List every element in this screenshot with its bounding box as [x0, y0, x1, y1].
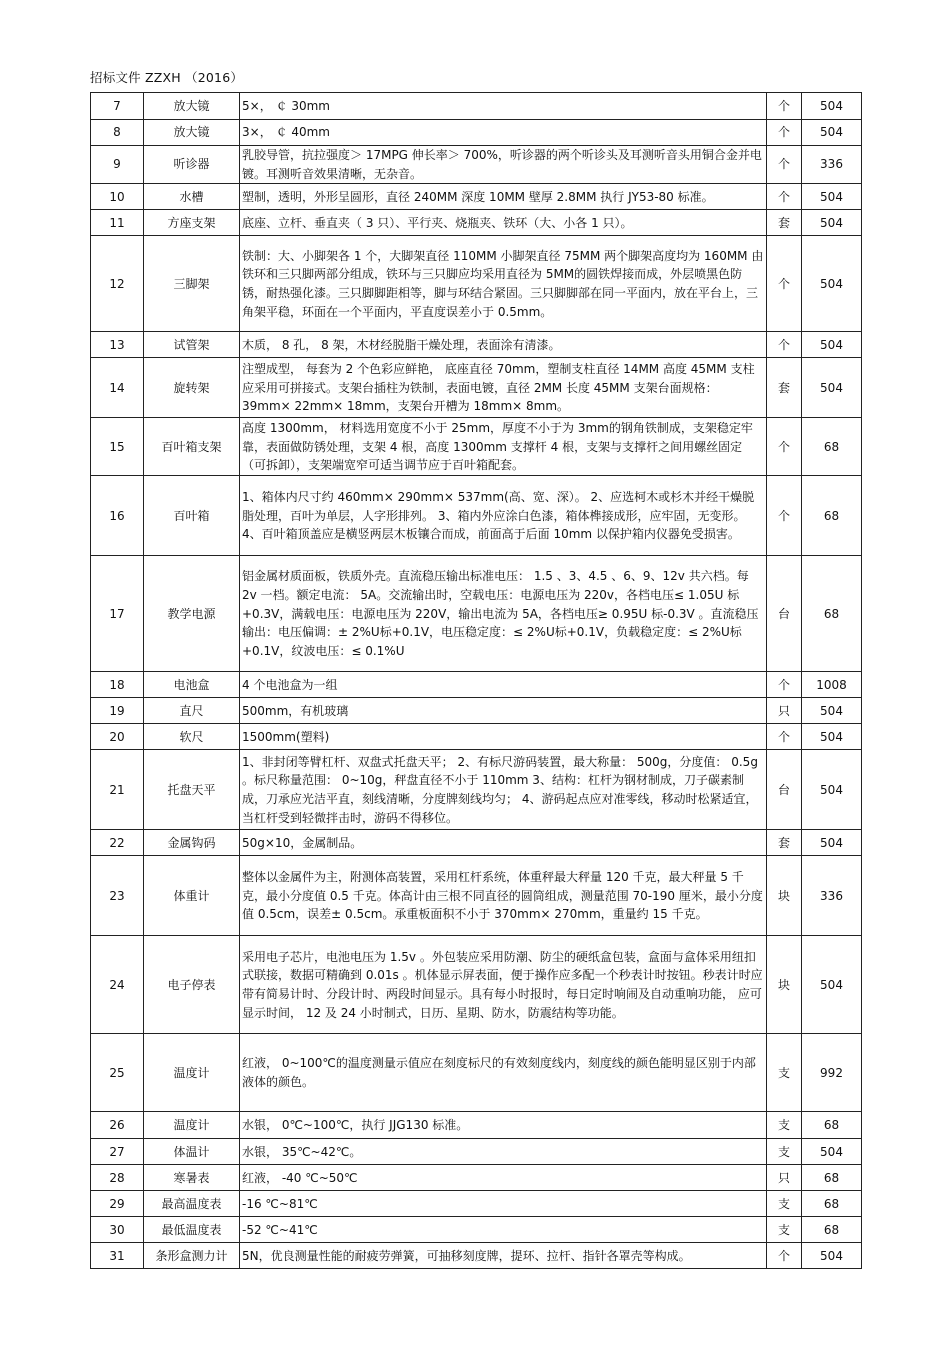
item-spec: 采用电子芯片，电池电压为 1.5v 。外包装应采用防潮、防尘的硬纸盒包装，盒面与盒体采用纽扣式联接，数据可精确到 0.01s 。机体显示屏表面，便于操作应多配一个秒表计时按钮。秒表计时应带有简易计时、分段计时、两段时间显示。具有每小时报时，每日定时响闹及自动重响功能， 应可显示时间， 12 及 24 小时制式，日历、星期、防水，防震结构等功能。 [240, 936, 767, 1034]
item-unit: 个 [767, 672, 802, 698]
table-row [91, 856, 862, 936]
item-number: 23 [91, 856, 144, 936]
item-spec: 红液， -40 ℃~50℃ [240, 1165, 767, 1191]
item-quantity: 504 [802, 120, 862, 146]
item-quantity: 504 [802, 936, 862, 1034]
item-quantity: 1008 [802, 672, 862, 698]
item-spec: 木质， 8 孔， 8 架，木材经脱脂干燥处理，表面涂有清漆。 [240, 332, 767, 358]
item-number: 8 [91, 120, 144, 146]
item-unit: 只 [767, 1165, 802, 1191]
item-number: 11 [91, 210, 144, 236]
item-number: 15 [91, 418, 144, 476]
item-spec: 塑制，透明，外形呈圆形，直径 240MM 深度 10MM 壁厚 2.8MM 执行 JY53-80 标准。 [240, 184, 767, 210]
item-number: 31 [91, 1243, 144, 1269]
table-row [91, 120, 862, 146]
table-row [91, 1139, 862, 1165]
table-row [91, 672, 862, 698]
item-name: 直尺 [144, 698, 240, 724]
item-name: 温度计 [144, 1112, 240, 1139]
item-quantity: 504 [802, 236, 862, 332]
item-quantity: 68 [802, 1112, 862, 1139]
item-quantity: 68 [802, 418, 862, 476]
item-spec: 1、非封闭等臂杠杆、双盘式托盘天平； 2、有标尺游码装置，最大称量： 500g，分度值： 0.5g 。标尺称量范围： 0~10g，秤盘直径不小于 110mm 3、结构：杠杆为钢材制成，刀子碳素制成，刀承应光洁平直，刻线清晰，分度牌刻线均匀； 4、游码起点应对准零线，移动时松紧适宜，当杠杆受到轻微拌击时，游码不得移位。 [240, 750, 767, 830]
item-name: 寒暑表 [144, 1165, 240, 1191]
item-spec: 5N，优良测量性能的耐疲劳弹簧，可抽移刻度牌，提环、拉杆、指针各罩壳等构成。 [240, 1243, 767, 1269]
item-unit: 个 [767, 724, 802, 750]
equipment-spec-table [90, 92, 862, 1269]
table-row [91, 1165, 862, 1191]
item-name: 最高温度表 [144, 1191, 240, 1217]
item-unit: 个 [767, 1243, 802, 1269]
item-unit: 台 [767, 750, 802, 830]
item-quantity: 504 [802, 184, 862, 210]
item-name: 电池盒 [144, 672, 240, 698]
item-number: 26 [91, 1112, 144, 1139]
table-row [91, 184, 862, 210]
table-row [91, 146, 862, 184]
item-number: 9 [91, 146, 144, 184]
item-quantity: 504 [802, 724, 862, 750]
table-row [91, 93, 862, 120]
table-row [91, 698, 862, 724]
item-name: 体温计 [144, 1139, 240, 1165]
table-row [91, 1034, 862, 1112]
item-quantity: 504 [802, 358, 862, 418]
item-number: 29 [91, 1191, 144, 1217]
item-unit: 套 [767, 358, 802, 418]
item-name: 体重计 [144, 856, 240, 936]
table-row [91, 724, 862, 750]
item-name: 听诊器 [144, 146, 240, 184]
table-row [91, 418, 862, 476]
item-quantity: 504 [802, 1139, 862, 1165]
item-quantity: 68 [802, 1191, 862, 1217]
table-row [91, 476, 862, 556]
item-quantity: 68 [802, 1217, 862, 1243]
item-unit: 个 [767, 236, 802, 332]
item-name: 温度计 [144, 1034, 240, 1112]
item-spec: 底座、立杆、垂直夹（ 3 只）、平行夹、烧瓶夹、铁环（大、小各 1 只）。 [240, 210, 767, 236]
item-spec: 1500mm(塑料) [240, 724, 767, 750]
item-unit: 块 [767, 936, 802, 1034]
item-name: 水槽 [144, 184, 240, 210]
item-number: 18 [91, 672, 144, 698]
item-unit: 支 [767, 1191, 802, 1217]
item-name: 放大镜 [144, 120, 240, 146]
item-quantity: 336 [802, 856, 862, 936]
item-number: 16 [91, 476, 144, 556]
table-row [91, 1191, 862, 1217]
item-name: 放大镜 [144, 93, 240, 120]
item-number: 7 [91, 93, 144, 120]
item-name: 三脚架 [144, 236, 240, 332]
table-row [91, 358, 862, 418]
item-spec: 50g×10，金属制品。 [240, 830, 767, 856]
item-unit: 个 [767, 93, 802, 120]
table-row [91, 1243, 862, 1269]
table-row [91, 210, 862, 236]
table-row [91, 236, 862, 332]
item-name: 托盘天平 [144, 750, 240, 830]
item-number: 24 [91, 936, 144, 1034]
item-spec: -16 ℃~81℃ [240, 1191, 767, 1217]
item-unit: 个 [767, 120, 802, 146]
table-row [91, 750, 862, 830]
item-unit: 支 [767, 1034, 802, 1112]
item-quantity: 504 [802, 1243, 862, 1269]
item-name: 金属钩码 [144, 830, 240, 856]
item-unit: 支 [767, 1217, 802, 1243]
item-number: 14 [91, 358, 144, 418]
item-name: 方座支架 [144, 210, 240, 236]
item-unit: 个 [767, 476, 802, 556]
item-number: 27 [91, 1139, 144, 1165]
item-number: 12 [91, 236, 144, 332]
item-quantity: 336 [802, 146, 862, 184]
item-quantity: 504 [802, 750, 862, 830]
item-number: 17 [91, 556, 144, 672]
item-spec: 高度 1300mm， 材料选用宽度不小于 25mm，厚度不小于为 3mm的钢角铁制成，支架稳定牢靠，表面做防锈处理，支架 4 根，高度 1300mm 支撑杆 4 根，支架与支撑杆之间用螺丝固定（可拆卸），支架端宽窄可适当调节应于百叶箱配套。 [240, 418, 767, 476]
item-quantity: 504 [802, 93, 862, 120]
item-quantity: 992 [802, 1034, 862, 1112]
item-unit: 只 [767, 698, 802, 724]
item-number: 25 [91, 1034, 144, 1112]
item-unit: 套 [767, 830, 802, 856]
item-quantity: 68 [802, 1165, 862, 1191]
item-name: 最低温度表 [144, 1217, 240, 1243]
item-quantity: 504 [802, 332, 862, 358]
item-name: 百叶箱支架 [144, 418, 240, 476]
item-number: 20 [91, 724, 144, 750]
item-spec: 4 个电池盒为一组 [240, 672, 767, 698]
item-quantity: 504 [802, 698, 862, 724]
item-spec: 水银， 0℃~100℃，执行 JJG130 标准。 [240, 1112, 767, 1139]
item-name: 电子停表 [144, 936, 240, 1034]
item-name: 教学电源 [144, 556, 240, 672]
item-name: 试管架 [144, 332, 240, 358]
item-quantity: 504 [802, 210, 862, 236]
item-number: 19 [91, 698, 144, 724]
item-quantity: 504 [802, 830, 862, 856]
item-spec: 整体以金属件为主，附测体高装置，采用杠杆系统，体重秤最大秤量 120 千克，最大秤量 5 千克，最小分度值 0.5 千克。体高计由三根不同直径的圆筒组成，测量范围 70-190 厘米，最小分度值 0.5cm，误差± 0.5cm。承重板面积不小于 370mm× 270mm，重量约 15 千克。 [240, 856, 767, 936]
item-unit: 支 [767, 1139, 802, 1165]
item-spec: 500mm，有机玻璃 [240, 698, 767, 724]
table-row [91, 1217, 862, 1243]
item-number: 13 [91, 332, 144, 358]
table-row [91, 936, 862, 1034]
item-name: 软尺 [144, 724, 240, 750]
table-row [91, 556, 862, 672]
item-number: 28 [91, 1165, 144, 1191]
item-spec: 1、箱体内尺寸约 460mm× 290mm× 537mm(高、宽、深）。 2、应选柯木或杉木并经干燥脱脂处理，百叶为单层，人字形排列。 3、箱内外应涂白色漆，箱体榫接成形，应牢固，无变形。 4、百叶箱顶盖应是横竖两层木板镶合而成，前面高于后面 10mm 以保护箱内仪器免受损害。 [240, 476, 767, 556]
item-number: 22 [91, 830, 144, 856]
item-unit: 个 [767, 332, 802, 358]
item-spec: 乳胶导管，抗拉强度＞ 17MPG 伸长率＞ 700%，听诊器的两个听诊头及耳测听音头用铜合金并电镀。耳测听音效果清晰，无杂音。 [240, 146, 767, 184]
item-unit: 套 [767, 210, 802, 236]
table-row [91, 332, 862, 358]
item-spec: 注塑成型， 每套为 2 个色彩应鲜艳， 底座直径 70mm，塑制支柱直径 14MM 高度 45MM 支柱应采用可拼接式。支架台插柱为铁制，表面电镀，直径 2MM 长度 45MM 支架台面规格： 39mm× 22mm× 18mm，支架台开槽为 18mm× 8mm。 [240, 358, 767, 418]
item-unit: 支 [767, 1112, 802, 1139]
item-quantity: 68 [802, 556, 862, 672]
item-name: 旋转架 [144, 358, 240, 418]
table-row [91, 830, 862, 856]
item-spec: 5×， ￠ 30mm [240, 93, 767, 120]
item-spec: 水银， 35℃~42℃。 [240, 1139, 767, 1165]
item-unit: 个 [767, 418, 802, 476]
document-header: 招标文件 ZZXH （2016） [90, 70, 244, 85]
table-row [91, 1112, 862, 1139]
item-name: 条形盒测力计 [144, 1243, 240, 1269]
item-spec: 3×， ￠ 40mm [240, 120, 767, 146]
item-quantity: 68 [802, 476, 862, 556]
item-number: 10 [91, 184, 144, 210]
item-unit: 块 [767, 856, 802, 936]
item-spec: 铁制：大、小脚架各 1 个，大脚架直径 110MM 小脚架直径 75MM 两个脚架高度均为 160MM 由铁环和三只脚两部分组成，铁环与三只脚应均采用直径为 5MM的圆铁焊接而成，外层喷黑色防锈，耐热强化漆。三只脚脚距相等，脚与环结合紧固。三只脚脚部在同一平面内，放在平台上，三角架平稳，环面在一个平面内，平直度误差小于 0.5mm。 [240, 236, 767, 332]
item-number: 30 [91, 1217, 144, 1243]
item-unit: 个 [767, 184, 802, 210]
item-name: 百叶箱 [144, 476, 240, 556]
item-unit: 台 [767, 556, 802, 672]
item-spec: 铝金属材质面板，铁质外壳。直流稳压输出标准电压： 1.5 、3、4.5 、6、9、12v 共六档。每 2v 一档。额定电流： 5A。交流输出时，空载电压：电源电压为 220v，各档电压≤ 1.05U 标+0.3V，满载电压：电源电压为 220V，输出电流为 5A，各档电压≥ 0.95U 标-0.3V 。直流稳压输出：电压偏调：± 2%U标+0.1V，电压稳定度：≤ 2%U标+0.1V，负载稳定度：≤ 2%U标+0.1V，纹波电压：≤ 0.1%U [240, 556, 767, 672]
item-spec: -52 ℃~41℃ [240, 1217, 767, 1243]
item-unit: 个 [767, 146, 802, 184]
item-number: 21 [91, 750, 144, 830]
item-spec: 红液， 0~100℃的温度测量示值应在刻度标尺的有效刻度线内，刻度线的颜色能明显区别于内部液体的颜色。 [240, 1034, 767, 1112]
